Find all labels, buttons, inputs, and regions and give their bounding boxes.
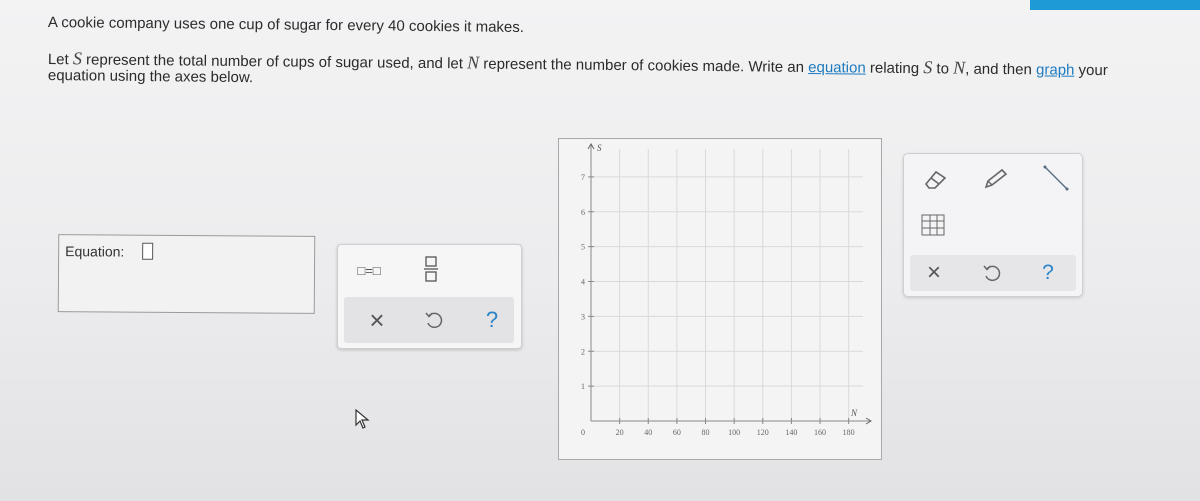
help-graph-button[interactable] (1032, 257, 1064, 289)
s-axis-tick-label: 2 (581, 347, 585, 357)
help-button[interactable] (475, 303, 509, 337)
line-tool-icon (1041, 163, 1071, 193)
s-axis-ticks (581, 173, 594, 391)
n-axis-label: N (851, 408, 858, 418)
eraser-button[interactable] (918, 162, 952, 196)
table-tool-button[interactable] (918, 210, 948, 240)
n-axis-tick-label: 120 (756, 428, 769, 437)
n-axis-tick-label: 180 (842, 428, 855, 437)
graph-link[interactable]: graph (1035, 61, 1075, 79)
variable-s: S (923, 57, 933, 78)
variable-n: N (953, 57, 966, 78)
equation-box[interactable] (58, 234, 316, 314)
s-axis-tick-label: 3 (581, 312, 585, 322)
clear-icon: × (926, 259, 941, 286)
problem-line-1: A cookie company uses one cup of sugar for every 40 cookies it makes. (47, 14, 525, 36)
text-segment: represent the total number of cups of sugar used, and let (81, 51, 468, 73)
equals-template-button[interactable] (348, 255, 390, 285)
s-axis-label: S (597, 143, 602, 153)
equation-label: Equation: (65, 243, 125, 260)
n-axis-tick-label: 40 (644, 428, 653, 437)
fraction-icon (424, 256, 438, 282)
equation-link[interactable]: equation (808, 58, 866, 77)
graph-tools-palette (903, 153, 1083, 297)
text-segment: Let (47, 50, 73, 69)
n-axis-tick-label: 60 (672, 428, 681, 437)
n-axis-tick-label: 80 (701, 428, 710, 437)
table-icon (921, 214, 945, 236)
graph-tools-actions (910, 255, 1076, 291)
text-segment: , and then (965, 60, 1037, 79)
equation-input[interactable] (142, 243, 153, 260)
text-segment: represent the number of cookies made. Write an (479, 55, 809, 76)
graph-panel[interactable] (558, 138, 882, 460)
graph-plot[interactable] (559, 139, 881, 459)
top-accent-bar (1030, 0, 1200, 10)
text-segment: to (932, 60, 954, 78)
undo-button[interactable] (417, 303, 451, 337)
equals-template-label: □=□ (357, 262, 381, 278)
text-segment: your (1074, 61, 1108, 80)
s-axis-tick-label: 6 (581, 207, 585, 217)
clear-icon: × (369, 304, 385, 335)
math-palette-actions (344, 297, 514, 343)
help-icon: ? (1042, 261, 1054, 284)
help-icon: ? (485, 307, 499, 332)
mouse-cursor-icon (354, 409, 370, 434)
origin-label: 0 (581, 428, 585, 437)
problem-line-3: equation using the axes below. (47, 67, 254, 87)
text-segment: relating (865, 59, 924, 78)
pencil-button[interactable] (979, 162, 1013, 196)
line-tool-button[interactable] (1038, 160, 1074, 196)
variable-n: N (467, 52, 480, 73)
n-axis-tick-label: 100 (728, 428, 741, 437)
s-axis-tick-label: 7 (581, 172, 585, 182)
s-axis-tick-label: 1 (581, 382, 585, 392)
pencil-icon (983, 168, 1009, 190)
undo-graph-button[interactable] (976, 257, 1008, 289)
s-axis-tick-label: 4 (581, 277, 585, 287)
math-palette (337, 244, 522, 349)
variable-s: S (72, 48, 83, 69)
clear-button[interactable] (360, 303, 394, 337)
undo-icon (425, 310, 443, 330)
clear-graph-button[interactable] (918, 257, 950, 289)
n-axis-tick-label: 160 (814, 428, 827, 437)
n-axis-tick-label: 140 (785, 428, 798, 437)
n-axis-tick-label: 20 (615, 428, 624, 437)
eraser-icon (922, 169, 948, 189)
s-axis-tick-label: 5 (581, 242, 585, 252)
undo-icon (983, 263, 1001, 283)
fraction-button[interactable] (416, 251, 446, 287)
grid-lines (591, 149, 863, 421)
